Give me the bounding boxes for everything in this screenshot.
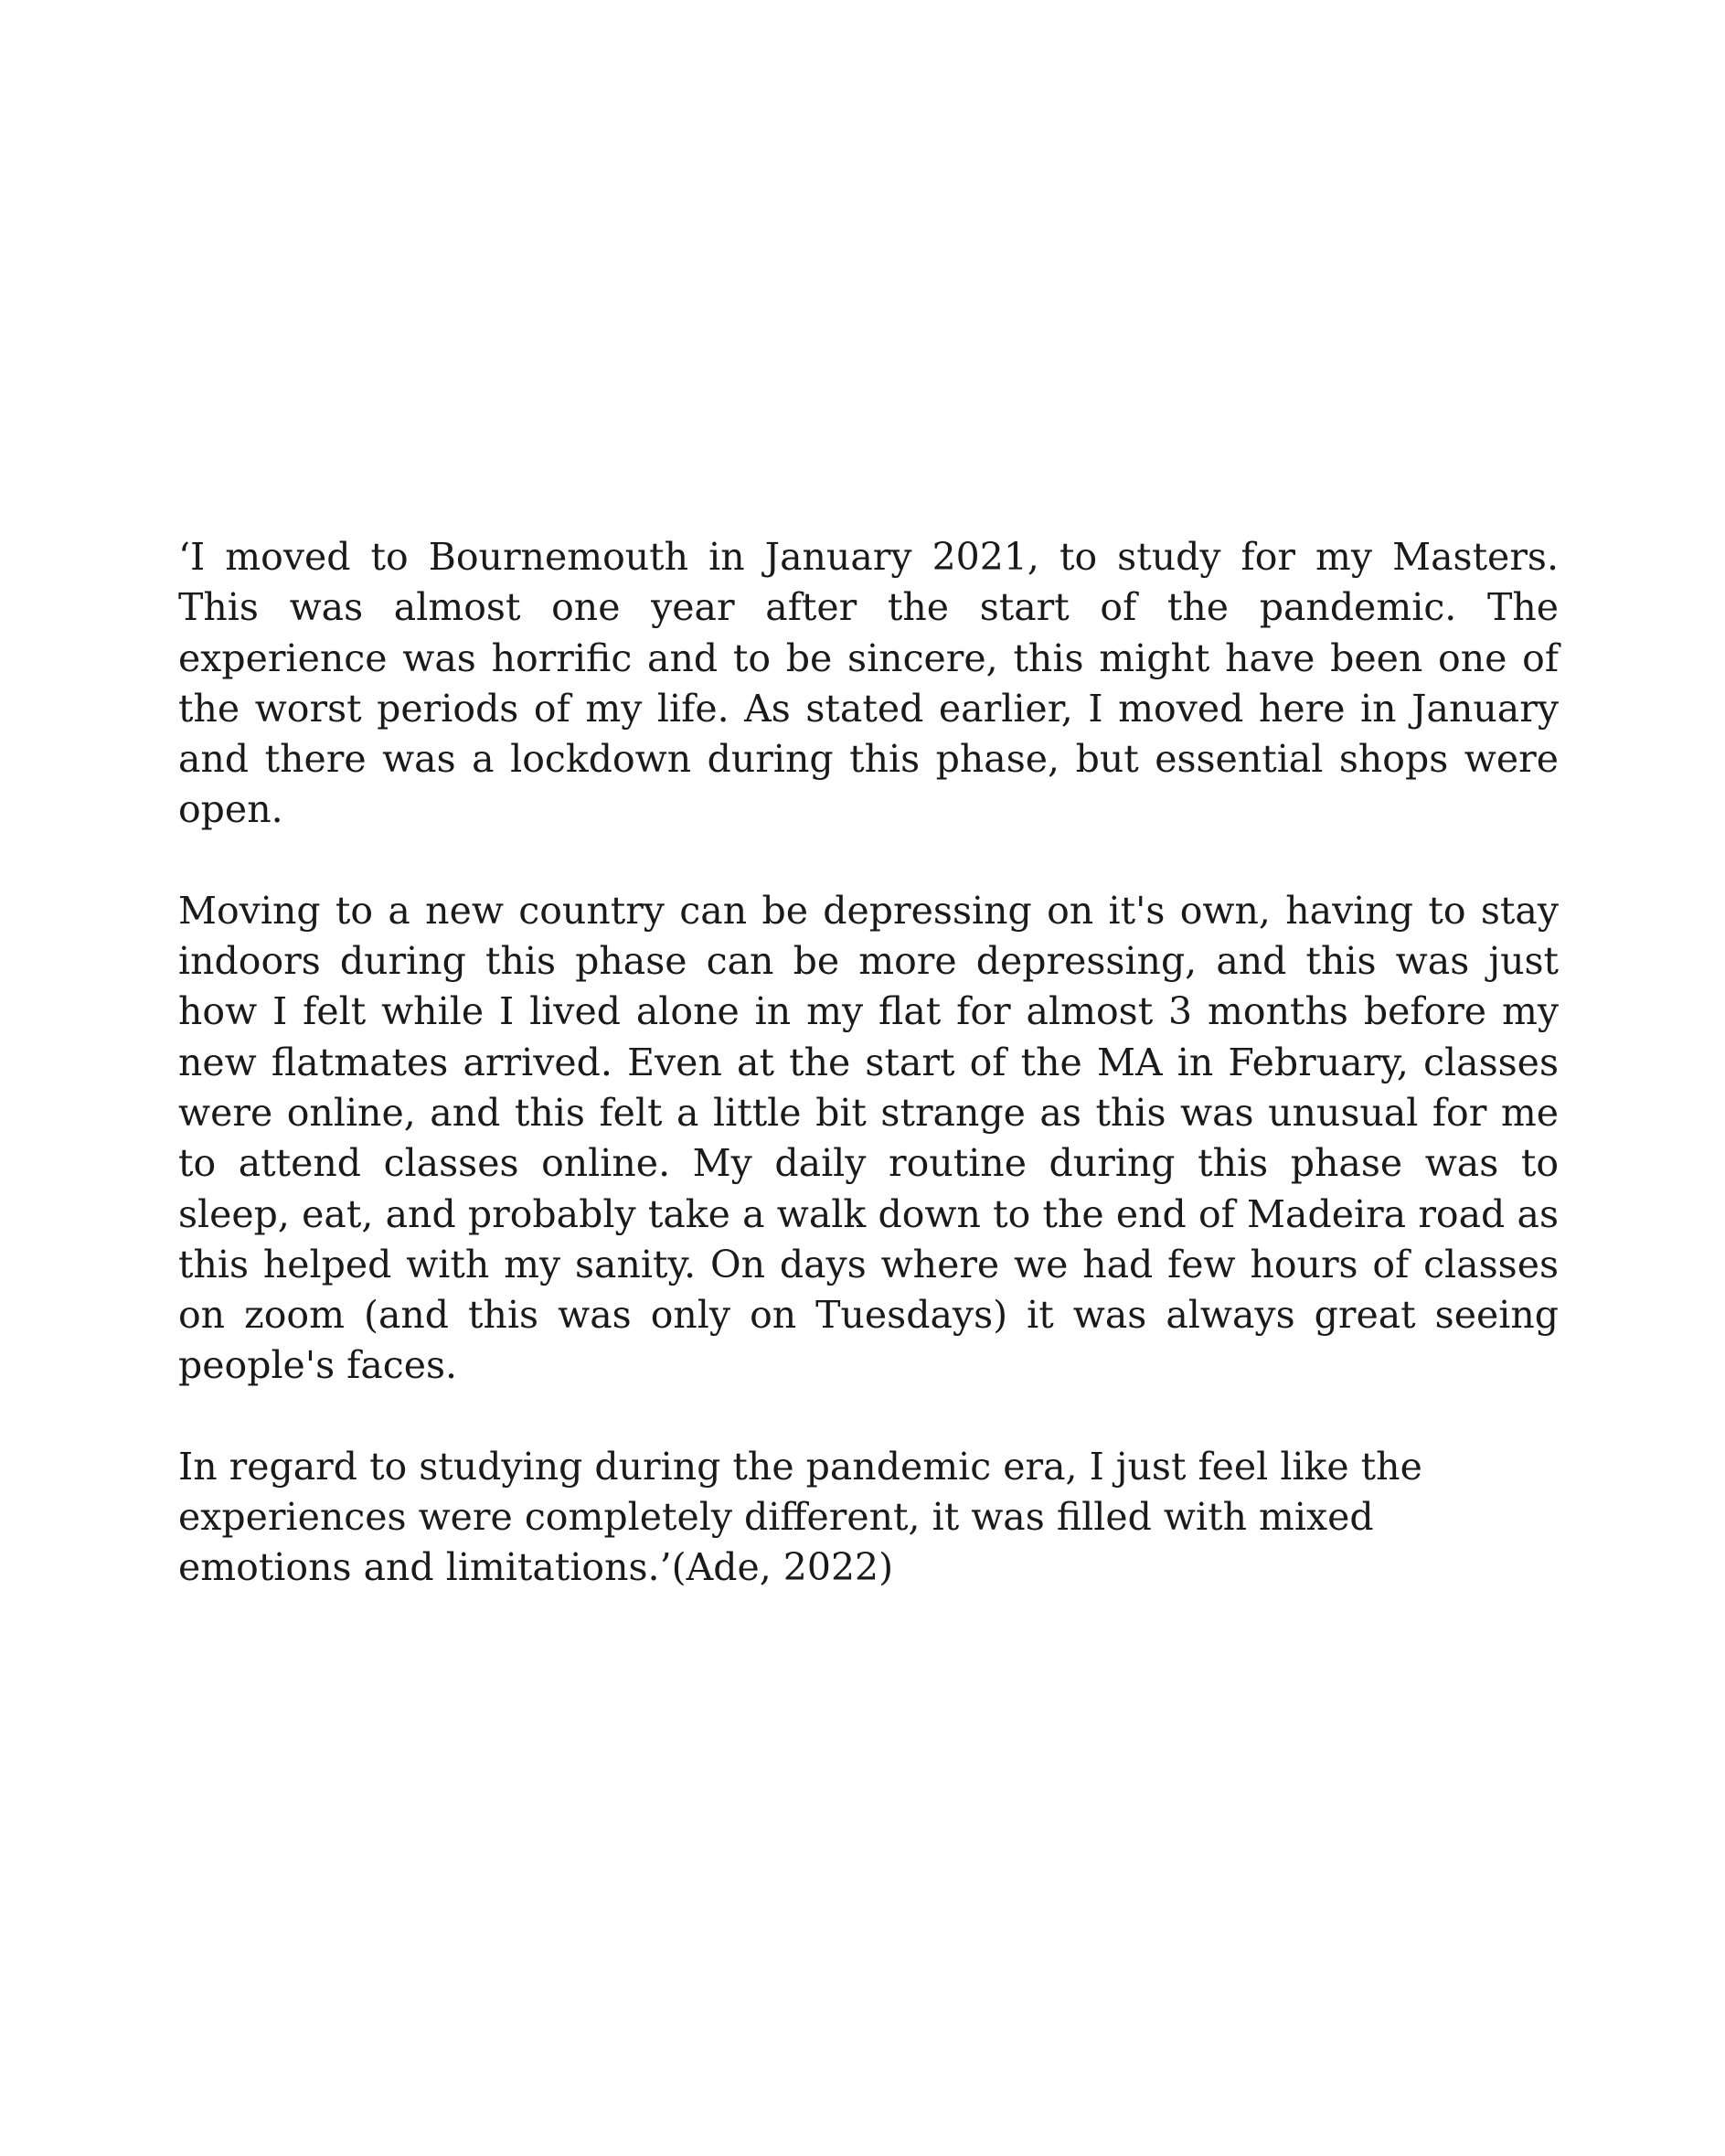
paragraph-2: Moving to a new country can be depressing on it's own, having to stay indoors during this phase can be more depressing, and this was just how I felt while I lived alone in my flat for almost 3 months before my new flatmates arrived. Even at the start of the MA in February, classes were online, and this felt a little bit strange as this was unusual for me to attend classes online. My daily routine during this phase was to sleep, eat, and probably take a walk down to the end of Madeira road as this helped with my sanity. On days where we had few hours of classes on zoom (and this was only on Tuesdays) it was always great seeing people's faces.	[178, 888, 1559, 1388]
paragraph-3: In regard to studying during the pandemic era, I just feel like the experiences were completely different, it was filled with mixed emotions and limitations.’(Ade, 2022)	[178, 1444, 1422, 1590]
quote-text-block	[178, 532, 1559, 1644]
paragraph-1: ‘I moved to Bournemouth in January 2021, to study for my Masters. This was almost one year after the start of the pandemic. The experience was horrific and to be sincere, this might have been one of the worst periods of my life. As stated earlier, I moved here in January and there was a lockdown during this phase, but essential shops were open.	[178, 535, 1559, 832]
